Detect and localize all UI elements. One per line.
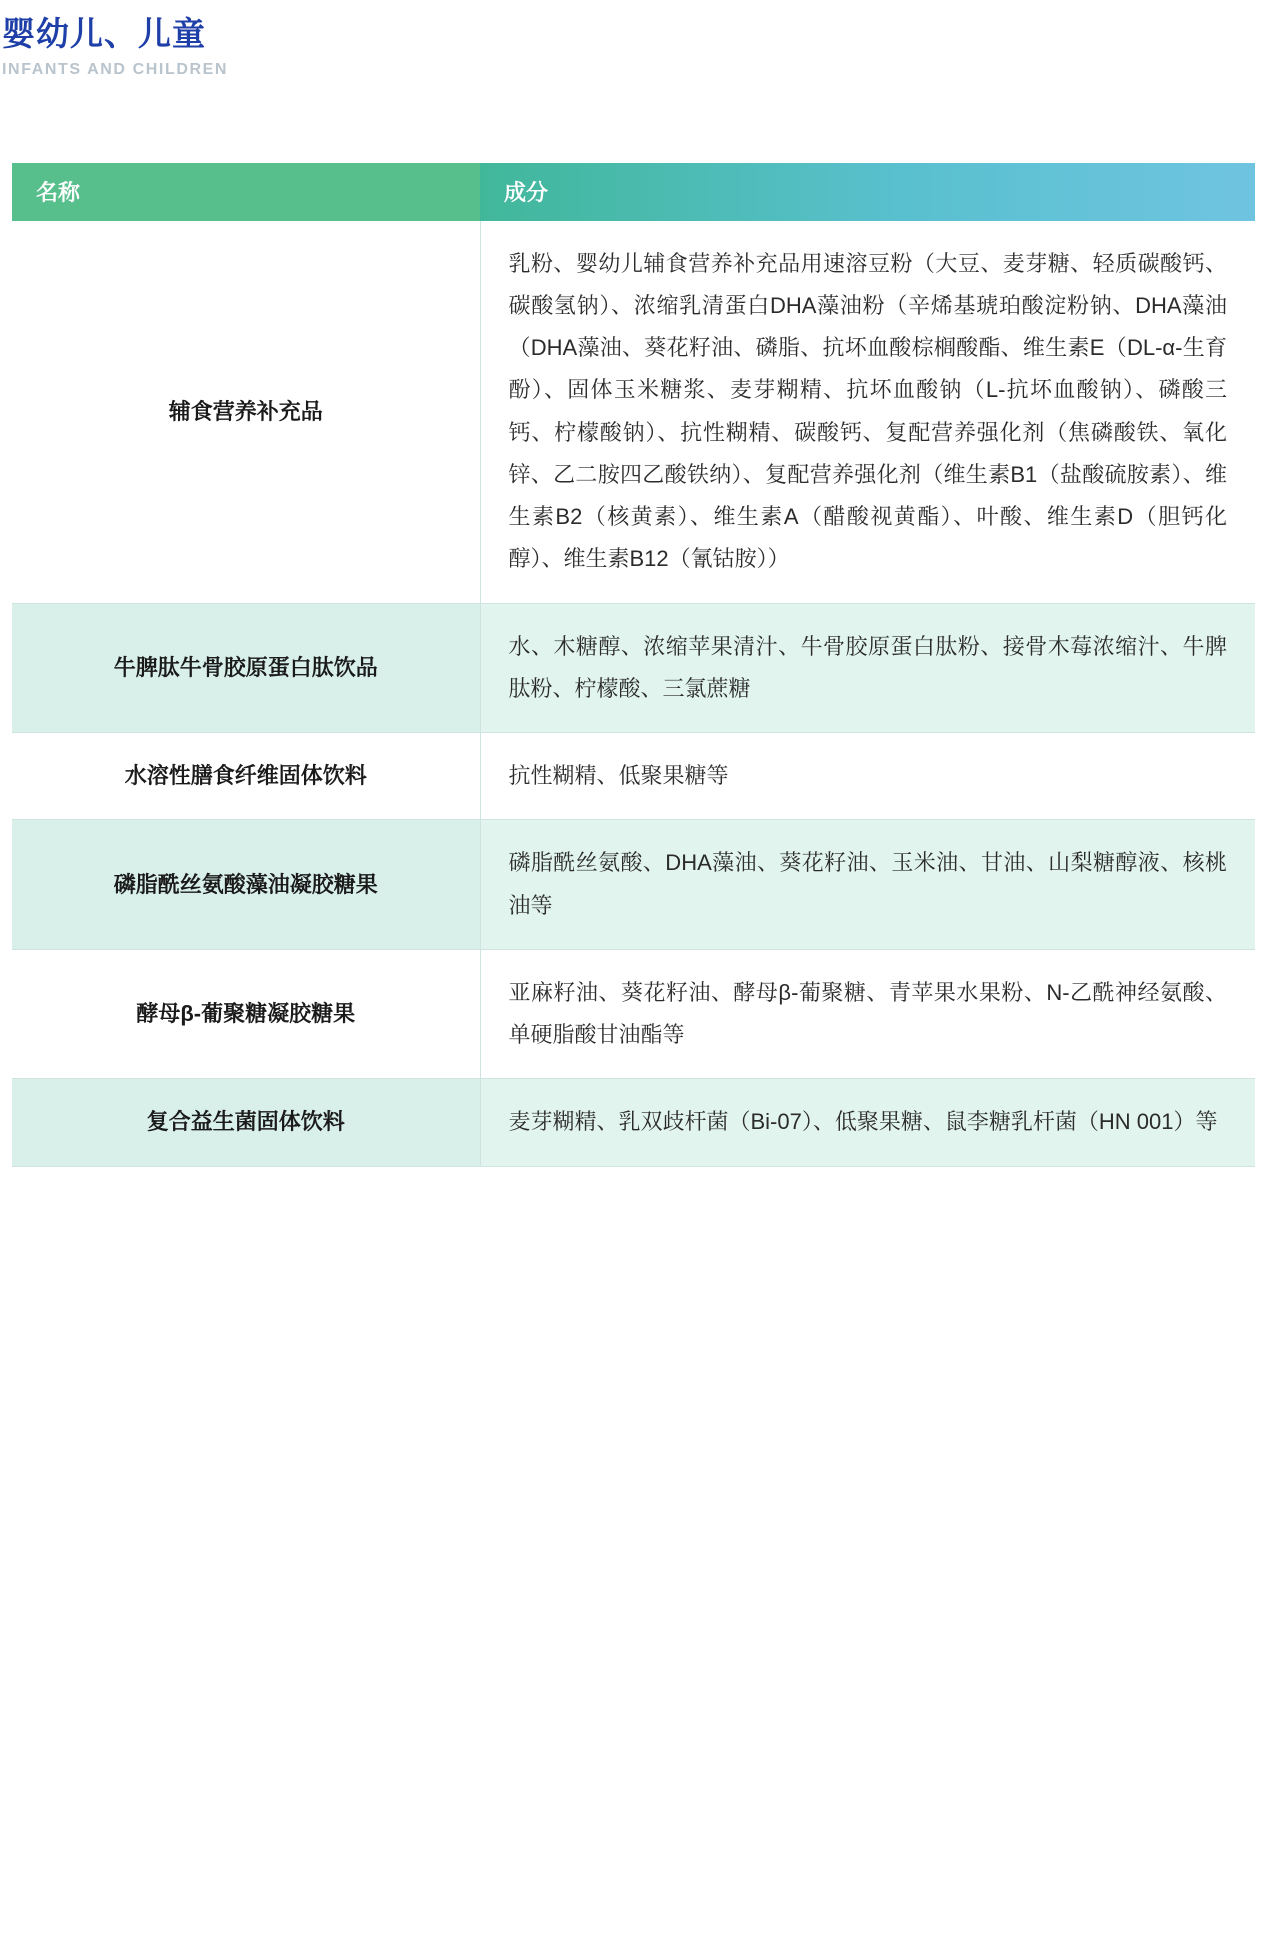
table-row bbox=[12, 820, 1255, 949]
ingredients-table bbox=[12, 163, 1255, 1167]
product-ingredients: 乳粉、婴幼儿辅食营养补充品用速溶豆粉（大豆、麦芽糖、轻质碳酸钙、碳酸氢钠）、浓缩乳清蛋白DHA藻油粉（辛烯基琥珀酸淀粉钠、DHA藻油（DHA藻油、葵花籽油、磷脂、抗坏血酸棕榈酸酯、维生素E（DL-α-生育酚）、固体玉米糖浆、麦芽糊精、抗坏血酸钠（L-抗坏血酸钠）、磷酸三钙、柠檬酸钠）、抗性糊精、碳酸钙、复配营养强化剂（焦磷酸铁、氧化锌、乙二胺四乙酸铁纳）、复配营养强化剂（维生素B1（盐酸硫胺素）、维生素B2（核黄素）、维生素A（醋酸视黄酯）、叶酸、维生素D（胆钙化醇）、维生素B12（氰钴胺）） bbox=[480, 221, 1255, 603]
column-header-ingredients: 成分 bbox=[480, 163, 1255, 221]
product-ingredients: 磷脂酰丝氨酸、DHA藻油、葵花籽油、玉米油、甘油、山梨糖醇液、核桃油等 bbox=[480, 820, 1255, 949]
product-ingredients: 麦芽糊精、乳双歧杆菌（Bi-07）、低聚果糖、鼠李糖乳杆菌（HN 001）等 bbox=[480, 1079, 1255, 1166]
table-header bbox=[12, 163, 1255, 221]
product-name: 水溶性膳食纤维固体饮料 bbox=[12, 733, 480, 820]
table-row bbox=[12, 1079, 1255, 1166]
product-ingredients: 抗性糊精、低聚果糖等 bbox=[480, 733, 1255, 820]
product-ingredients: 亚麻籽油、葵花籽油、酵母β-葡聚糖、青苹果水果粉、N-乙酰神经氨酸、单硬脂酸甘油酯等 bbox=[480, 949, 1255, 1078]
table-row bbox=[12, 221, 1255, 603]
column-header-name: 名称 bbox=[12, 163, 480, 221]
table-row bbox=[12, 603, 1255, 732]
product-name: 辅食营养补充品 bbox=[12, 221, 480, 603]
product-ingredients: 水、木糖醇、浓缩苹果清汁、牛骨胶原蛋白肽粉、接骨木莓浓缩汁、牛脾肽粉、柠檬酸、三氯蔗糖 bbox=[480, 603, 1255, 732]
table-row bbox=[12, 949, 1255, 1078]
product-name: 磷脂酰丝氨酸藻油凝胶糖果 bbox=[12, 820, 480, 949]
product-name: 酵母β-葡聚糖凝胶糖果 bbox=[12, 949, 480, 1078]
product-name: 复合益生菌固体饮料 bbox=[12, 1079, 480, 1166]
page-title: 婴幼儿、儿童 bbox=[2, 15, 206, 52]
page-header bbox=[0, 0, 1267, 79]
table-header-row bbox=[12, 163, 1255, 221]
ingredients-table-wrapper bbox=[0, 163, 1267, 1167]
table-row bbox=[12, 733, 1255, 820]
table-body bbox=[12, 221, 1255, 1166]
product-name: 牛脾肽牛骨胶原蛋白肽饮品 bbox=[12, 603, 480, 732]
page-subtitle: INFANTS AND CHILDREN bbox=[2, 60, 229, 78]
